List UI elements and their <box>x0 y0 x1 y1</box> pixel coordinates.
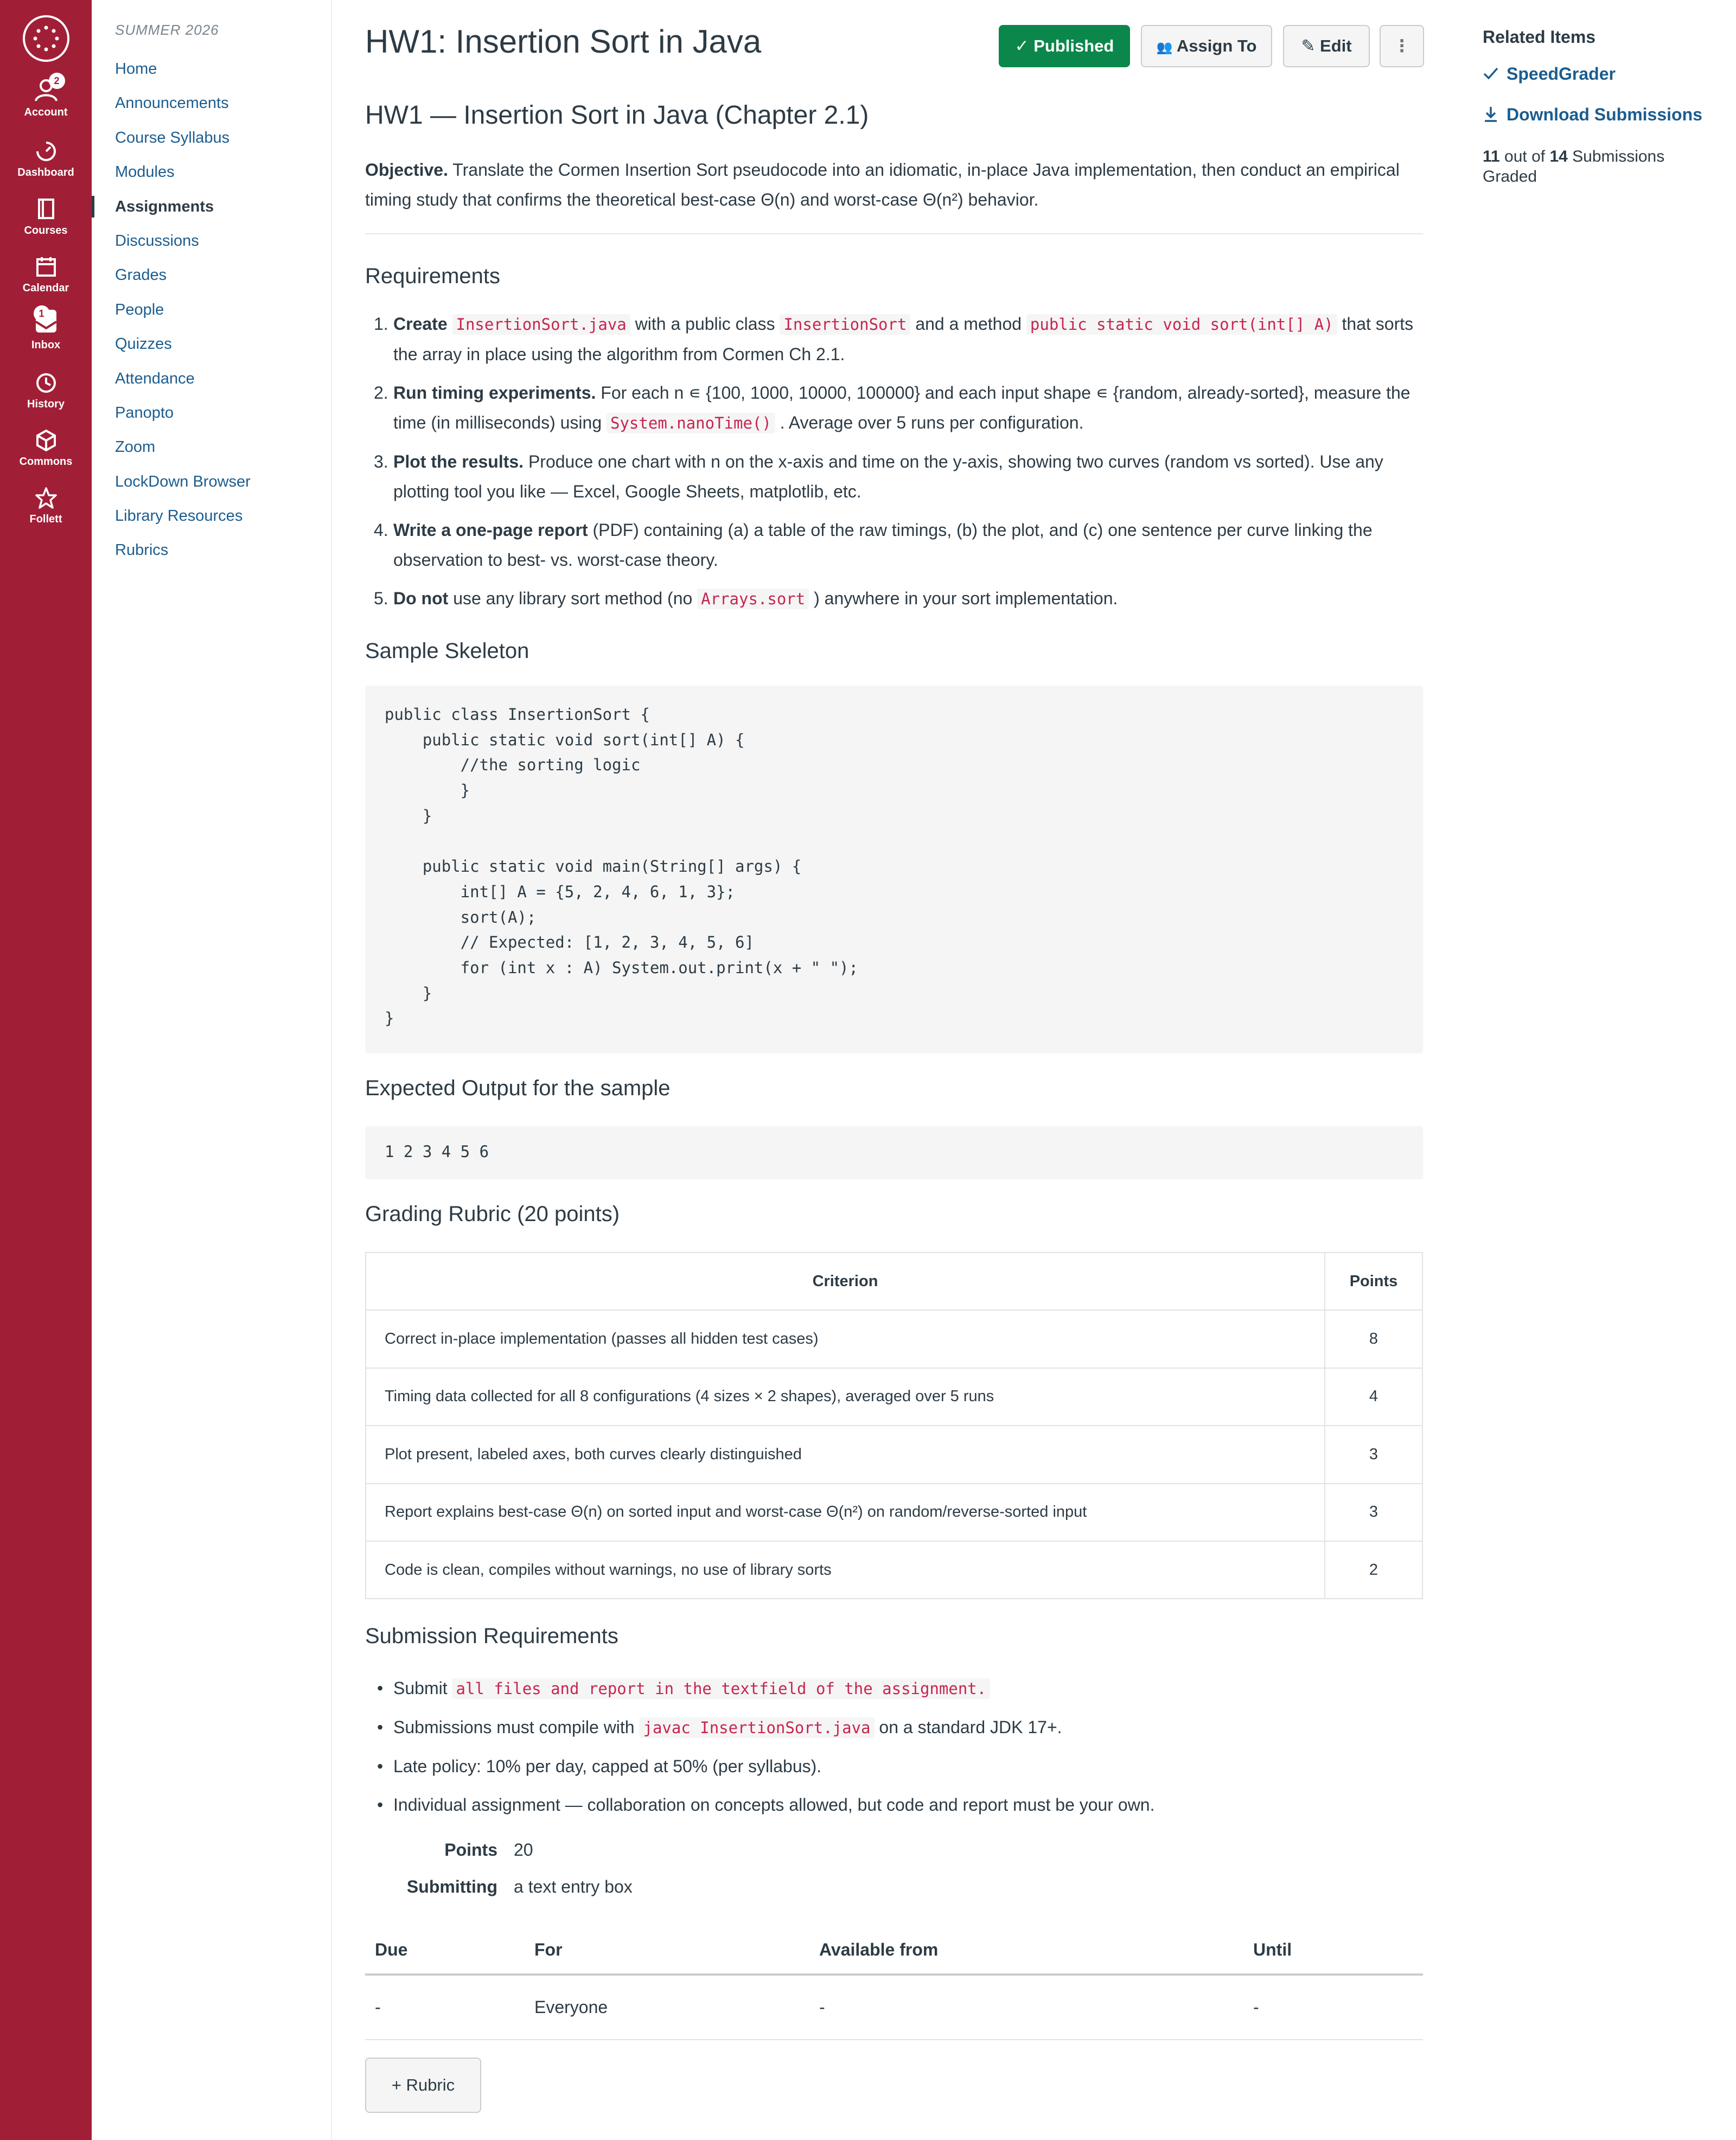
logo[interactable] <box>0 14 92 63</box>
objective-text: Translate the Cormen Insertion Sort pseudocode into an idiomatic, in-place Java implementation, then conduct an empirical timing study that confirms the theoretical best-case Θ(n) and worst-case Θ(n²) behavior. <box>365 160 1400 209</box>
course-nav <box>92 0 332 2140</box>
rubric-row <box>366 1484 1422 1541</box>
until-value: - <box>1243 1975 1423 2040</box>
rubric-table <box>365 1252 1423 1599</box>
requirement-number: 2. <box>374 383 388 403</box>
graded-total: 14 <box>1549 148 1568 165</box>
nav-calendar-label: Calendar <box>22 282 69 294</box>
course-nav-people[interactable]: People <box>115 301 164 318</box>
points-value: 20 <box>514 1840 533 1860</box>
course-nav-rubrics[interactable]: Rubrics <box>115 541 169 559</box>
output-heading: Expected Output for the sample <box>365 1076 671 1100</box>
nav-dashboard-label: Dashboard <box>17 167 74 178</box>
course-nav-quizzes[interactable]: Quizzes <box>115 335 172 353</box>
course-nav-discussions[interactable]: Discussions <box>115 232 199 250</box>
requirements-list <box>365 309 1423 623</box>
requirement-number: 4. <box>374 520 388 540</box>
term-label: SUMMER 2026 <box>115 22 219 38</box>
nav-commons[interactable] <box>0 429 92 468</box>
nav-follett-label: Follett <box>29 513 62 525</box>
dates-col-due: Due <box>365 1926 525 1975</box>
rubric-heading: Grading Rubric (20 points) <box>365 1202 620 1226</box>
objective-label: Objective. <box>365 160 448 180</box>
bold-text: Run timing experiments. <box>393 383 596 403</box>
add-rubric-button[interactable]: + Rubric <box>365 2058 481 2113</box>
inline-code: public static void sort(int[] A) <box>1026 314 1337 335</box>
requirement-item <box>365 515 1423 575</box>
speedgrader-label: SpeedGrader <box>1507 64 1616 84</box>
course-nav-announcements[interactable]: Announcements <box>115 94 229 112</box>
inline-code: Arrays.sort <box>697 589 809 609</box>
graded-mid: out of <box>1499 148 1550 165</box>
course-nav-list <box>92 58 330 574</box>
global-nav <box>0 0 92 2140</box>
output-block: 1 2 3 4 5 6 <box>365 1126 1423 1179</box>
rubric-row <box>366 1541 1422 1599</box>
published-button[interactable]: ✓ Published <box>999 25 1130 67</box>
nav-account[interactable] <box>0 76 92 119</box>
courses-icon <box>34 197 58 221</box>
speedgrader-link[interactable] <box>1483 64 1616 86</box>
star-icon <box>34 486 58 510</box>
submission-heading: Submission Requirements <box>365 1624 618 1648</box>
objective-paragraph <box>365 155 1423 215</box>
commons-icon <box>34 429 58 452</box>
course-nav-library-resources[interactable]: Library Resources <box>115 507 243 525</box>
text: with a public class <box>630 314 780 334</box>
inline-code: javac InsertionSort.java <box>639 1717 874 1738</box>
rubric-criterion: Report explains best-case Θ(n) on sorted input and worst-case Θ(n²) on random/reverse-sorted input <box>366 1484 1325 1541</box>
course-nav-modules[interactable]: Modules <box>115 163 175 181</box>
graded-summary <box>1483 146 1721 187</box>
requirement-item <box>365 378 1423 438</box>
dates-row <box>365 1975 1423 2040</box>
text: and a method <box>910 314 1026 334</box>
text: Individual assignment — collaboration on concepts allowed, but code and report must be your own. <box>393 1795 1155 1815</box>
account-badge: 2 <box>49 73 65 89</box>
course-nav-zoom[interactable]: Zoom <box>115 438 156 456</box>
calendar-icon <box>34 255 58 279</box>
dashboard-icon <box>34 139 58 163</box>
inline-code: System.nanoTime() <box>607 413 775 433</box>
course-nav-panopto[interactable]: Panopto <box>115 404 174 421</box>
bold-text: Do not <box>393 589 449 608</box>
nav-inbox[interactable] <box>0 305 92 352</box>
rubric-criterion: Correct in-place implementation (passes all hidden test cases) <box>366 1310 1325 1368</box>
nav-courses-label: Courses <box>24 225 68 237</box>
account-icon <box>33 76 60 103</box>
requirement-number: 3. <box>374 452 388 471</box>
course-nav-course-syllabus[interactable]: Course Syllabus <box>115 129 230 146</box>
pencil-icon: ✎ <box>1301 36 1316 55</box>
graded-suffix: Submissions Graded <box>1483 148 1665 186</box>
edit-label: Edit <box>1320 36 1352 55</box>
inbox-badge: 1 <box>34 305 50 322</box>
submitting-label: Submitting <box>406 1877 497 1896</box>
divider <box>365 233 1423 234</box>
assignment-heading: HW1 — Insertion Sort in Java (Chapter 2.1) <box>365 101 869 130</box>
text: Submit <box>393 1678 452 1698</box>
nav-follett[interactable] <box>0 486 92 526</box>
edit-button[interactable] <box>1283 25 1370 67</box>
assign-to-label: Assign To <box>1176 36 1257 55</box>
dates-col-available: Available from <box>809 1926 1243 1975</box>
text: Produce one chart with n on the x-axis and time on the y-axis, showing two curves (random vs sorted). Use any plotting tool you like — Excel, Google Sheets, matplotlib, etc. <box>393 452 1383 501</box>
nav-history[interactable] <box>0 371 92 411</box>
course-nav-assignments[interactable]: Assignments <box>92 196 330 230</box>
submission-item <box>365 1752 1423 1781</box>
requirements-heading: Requirements <box>365 264 501 288</box>
rubric-col-criterion: Criterion <box>366 1253 1325 1310</box>
course-nav-grades[interactable]: Grades <box>115 266 167 284</box>
text: ) anywhere in your sort implementation. <box>809 589 1118 608</box>
text: (PDF) containing (a) a table of the raw timings, (b) the plot, and (c) one sentence per curve linking the observation to best- vs. worst-case theory. <box>393 520 1373 570</box>
nav-calendar[interactable] <box>0 255 92 295</box>
nav-account-label: Account <box>24 106 68 118</box>
inline-code: all files and report in the textfield of the assignment. <box>452 1678 990 1699</box>
requirement-number: 1. <box>374 314 388 334</box>
rubric-points: 3 <box>1325 1484 1422 1541</box>
bold-text: Plot the results. <box>393 452 524 471</box>
dates-table <box>365 1926 1423 2040</box>
rubric-row <box>366 1310 1422 1368</box>
rubric-points: 8 <box>1325 1310 1422 1368</box>
text: use any library sort method (no <box>448 589 698 608</box>
check-icon <box>1483 65 1507 86</box>
inline-code: InsertionSort.java <box>452 314 630 335</box>
more-options-button[interactable] <box>1380 25 1424 67</box>
available-value: - <box>809 1975 1243 2040</box>
requirement-number: 5. <box>374 589 388 608</box>
kebab-icon: ⋮ <box>1393 36 1410 55</box>
text: For each n ∊ {100, 1000, 10000, 100000} and each input shape ∊ {random, already-sorted}, measure the time (in milliseconds) using <box>393 383 1410 432</box>
course-nav-lockdown-browser[interactable]: LockDown Browser <box>115 472 251 490</box>
submission-list <box>365 1673 1423 1829</box>
people-icon: 👥 <box>1156 40 1173 55</box>
download-submissions-label: Download Submissions <box>1507 105 1702 124</box>
assign-to-button[interactable] <box>1141 25 1272 67</box>
rubric-criterion: Code is clean, compiles without warnings, no use of library sorts <box>366 1541 1325 1599</box>
text: Late policy: 10% per day, capped at 50% (per syllabus). <box>393 1756 822 1776</box>
graded-count: 11 <box>1483 148 1500 165</box>
page-title: HW1: Insertion Sort in Java <box>365 23 762 60</box>
rubric-col-points: Points <box>1325 1253 1422 1310</box>
download-icon <box>1483 105 1507 127</box>
rubric-points: 2 <box>1325 1541 1422 1599</box>
nav-dashboard[interactable] <box>0 139 92 179</box>
inline-code: InsertionSort <box>780 314 910 335</box>
text: on a standard JDK 17+. <box>874 1717 1062 1737</box>
course-nav-attendance[interactable]: Attendance <box>115 369 195 387</box>
rubric-points: 4 <box>1325 1368 1422 1426</box>
inbox-icon <box>33 305 60 336</box>
text: that sorts the array in place using the algorithm from Cormen Ch 2.1. <box>393 314 1414 364</box>
points-label: Points <box>444 1840 497 1860</box>
nav-history-label: History <box>27 398 65 410</box>
course-nav-home[interactable]: Home <box>115 60 157 78</box>
nav-commons-label: Commons <box>19 456 73 468</box>
nav-courses[interactable] <box>0 197 92 237</box>
rubric-criterion: Plot present, labeled axes, both curves clearly distinguished <box>366 1426 1325 1483</box>
history-icon <box>34 371 58 395</box>
rubric-row <box>366 1426 1422 1483</box>
related-items-title: Related Items <box>1483 27 1596 47</box>
rubric-row <box>366 1368 1422 1426</box>
requirement-item <box>365 309 1423 369</box>
skeleton-heading: Sample Skeleton <box>365 639 529 663</box>
dates-col-for: For <box>525 1926 809 1975</box>
due-value: - <box>365 1975 525 2040</box>
rubric-points: 3 <box>1325 1426 1422 1483</box>
for-value: Everyone <box>525 1975 809 2040</box>
bold-text: Write a one-page report <box>393 520 588 540</box>
requirement-item <box>365 447 1423 507</box>
submitting-value: a text entry box <box>514 1877 633 1896</box>
submission-item <box>365 1790 1423 1820</box>
text <box>448 314 452 334</box>
dates-col-until: Until <box>1243 1926 1423 1975</box>
submission-item <box>365 1713 1423 1743</box>
nav-inbox-label: Inbox <box>31 339 61 351</box>
submission-item <box>365 1673 1423 1704</box>
download-submissions-link[interactable] <box>1483 105 1702 127</box>
logo-icon <box>22 14 71 63</box>
bold-text: Create <box>393 314 448 334</box>
rubric-criterion: Timing data collected for all 8 configurations (4 sizes × 2 shapes), averaged over 5 runs <box>366 1368 1325 1426</box>
text: Submissions must compile with <box>393 1717 640 1737</box>
text: . Average over 5 runs per configuration. <box>775 413 1084 432</box>
requirement-item <box>365 584 1423 614</box>
code-block: public class InsertionSort { public static void sort(int[] A) { //the sorting logic } } public static void main(String[] args) { int[] A = {5, 2, 4, 6, 1, 3}; sort(A); // Expected: [1, 2, 3, 4, 5, 6] for (int x : A) System.out.print(x + " "); } } <box>365 686 1423 1053</box>
